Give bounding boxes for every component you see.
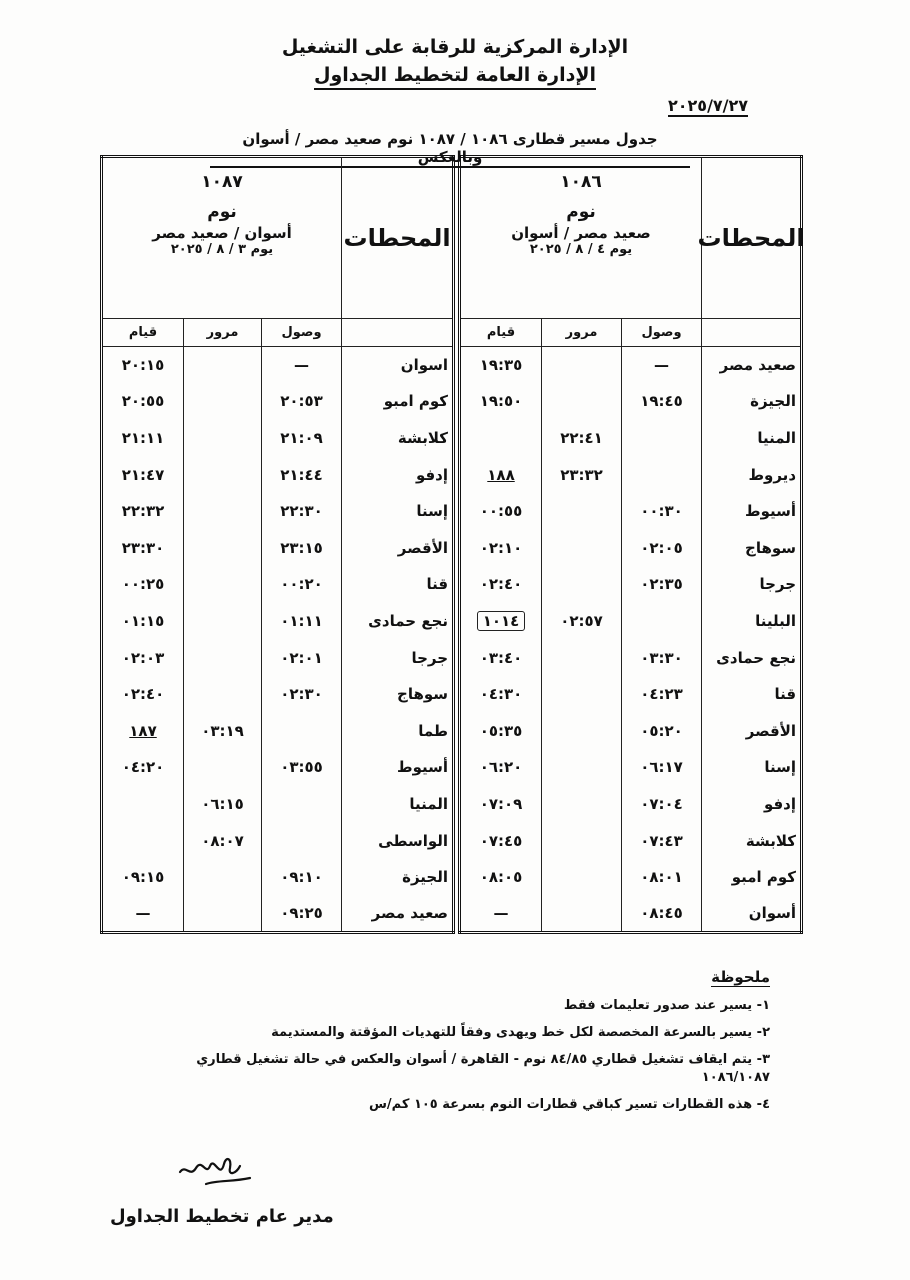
blank-cell [702, 319, 802, 347]
arrive-cell [622, 676, 702, 713]
depart-value: ٠٢:٤٠ [479, 575, 523, 594]
timetable-1087 [100, 155, 455, 934]
arrive-cell [262, 676, 342, 713]
timetable-body [460, 347, 802, 933]
table-row [460, 529, 802, 566]
table-row [460, 493, 802, 530]
depart-value: ٠٥:٣٥ [479, 721, 523, 740]
depart-value: ٠٨:٠٥ [479, 868, 523, 887]
station-cell [342, 566, 454, 603]
arrive-cell [622, 566, 702, 603]
station-value: جرجا [759, 575, 797, 594]
station-cell [342, 383, 454, 420]
pass-cell [542, 383, 622, 420]
arrive-cell [622, 493, 702, 530]
table-row [102, 822, 454, 859]
depart-cell [460, 566, 542, 603]
table-row [102, 639, 454, 676]
arrive-value: ٠٥:٢٠ [640, 721, 683, 740]
station-cell [342, 749, 454, 786]
table-row [102, 712, 454, 749]
station-cell [702, 493, 802, 530]
arrive-cell [622, 420, 702, 457]
station-cell [342, 859, 454, 896]
column-labels-row [102, 319, 454, 347]
station-cell [702, 822, 802, 859]
pass-cell [184, 456, 262, 493]
station-value: نجع حمادى [716, 648, 797, 667]
arrive-value: ٠٤:٢٣ [640, 685, 683, 704]
table-row [460, 566, 802, 603]
arrive-cell [622, 529, 702, 566]
depart-cell [460, 420, 542, 457]
station-cell [702, 603, 802, 640]
depart-cell [460, 676, 542, 713]
depart-value: ٠٦:٢٠ [479, 758, 523, 777]
station-value: المنيا [757, 428, 797, 447]
depart-value: ١٨٧ [129, 721, 157, 740]
station-value: إسنا [764, 758, 797, 777]
depart-cell [460, 749, 542, 786]
train-day: يوم ٣ / ٨ / ٢٠٢٥ [170, 242, 274, 257]
depart-value: ٠٢:٠٣ [121, 648, 165, 667]
table-row [102, 456, 454, 493]
station-cell [342, 456, 454, 493]
arrive-cell [622, 639, 702, 676]
note-item-4: ٤- هذه القطارات تسير كباقي قطارات النوم بسرعة ١٠٥ كم/س [368, 1097, 770, 1112]
depart-value: ١٠١٤ [477, 611, 526, 631]
pass-cell [542, 639, 622, 676]
depart-cell [102, 786, 184, 823]
station-cell [702, 639, 802, 676]
table-row [102, 786, 454, 823]
station-value: الجيزة [750, 392, 797, 411]
arrive-cell [622, 822, 702, 859]
arrive-value: ٠١:١١ [280, 611, 323, 630]
station-value: إسنا [416, 502, 449, 521]
station-cell [702, 712, 802, 749]
pass-cell [542, 603, 622, 640]
train-kind: نوم [207, 202, 237, 222]
station-cell [342, 676, 454, 713]
train-route: أسوان / صعيد مصر [152, 224, 292, 242]
depart-value: ٢١:١١ [121, 428, 165, 447]
pass-cell [184, 347, 262, 384]
table-row [102, 383, 454, 420]
blank-cell [342, 319, 454, 347]
column-labels-row [460, 319, 802, 347]
depart-cell [102, 712, 184, 749]
station-cell [702, 749, 802, 786]
arrive-cell [622, 712, 702, 749]
depart-cell [102, 566, 184, 603]
station-value: طما [418, 721, 449, 740]
arrive-cell [262, 566, 342, 603]
depart-cell [102, 347, 184, 384]
station-cell [702, 529, 802, 566]
arrive-value: ٠٧:٤٣ [640, 831, 683, 850]
arrive-value: ٠٢:٣٠ [280, 685, 323, 704]
depart-value: ٢١:٤٧ [121, 465, 165, 484]
station-cell [342, 493, 454, 530]
table-row [460, 895, 802, 932]
station-cell [342, 822, 454, 859]
pass-cell [542, 566, 622, 603]
document-date: ٢٠٢٥/٧/٢٧ [668, 96, 749, 115]
table-row [460, 822, 802, 859]
depart-value: ٠٠:٢٥ [121, 575, 165, 594]
depart-cell [102, 383, 184, 420]
table-row [460, 456, 802, 493]
depart-cell [102, 420, 184, 457]
depart-value: — [493, 903, 509, 922]
table-title: جدول مسير قطارى ١٠٨٦ / ١٠٨٧ نوم صعيد مصر / أسوان وبالعكس [210, 130, 690, 168]
arrive-label: وصول [262, 319, 342, 347]
depart-label: قيام [102, 319, 184, 347]
general-admin-text: الإدارة العامة لتخطيط الجداول [314, 64, 596, 90]
pass-cell [542, 786, 622, 823]
note-item-1: ١- يسير عند صدور تعليمات فقط [563, 998, 770, 1013]
station-value: صعيد مصر [371, 903, 449, 922]
table-row [102, 859, 454, 896]
station-value: سوهاج [397, 685, 449, 704]
depart-cell [102, 676, 184, 713]
table-row [102, 895, 454, 932]
depart-value: ٠٤:٢٠ [121, 758, 165, 777]
table-row [102, 676, 454, 713]
station-value: أسيوط [397, 758, 449, 777]
pass-cell [184, 639, 262, 676]
arrive-cell [262, 639, 342, 676]
pass-cell [542, 822, 622, 859]
table-row [102, 493, 454, 530]
depart-cell [460, 712, 542, 749]
station-value: الجيزة [402, 868, 449, 887]
depart-label: قيام [460, 319, 542, 347]
station-value: كلابشة [745, 831, 797, 850]
station-value: قنا [774, 685, 797, 704]
arrive-label: وصول [622, 319, 702, 347]
train-header-cell [102, 157, 342, 319]
depart-value: ٢٠:١٥ [121, 356, 165, 375]
table-row [460, 603, 802, 640]
pass-value: ٢٢:٤١ [560, 428, 603, 447]
timetable-header-row [460, 157, 802, 319]
station-value: إدفو [763, 794, 797, 813]
arrive-value: ٢١:٤٤ [280, 465, 323, 484]
depart-value: ٠٣:٤٠ [479, 648, 523, 667]
station-value: البلينا [755, 611, 797, 630]
pass-cell [184, 895, 262, 932]
table-row [460, 420, 802, 457]
table-row [460, 676, 802, 713]
arrive-value: ١٩:٤٥ [640, 392, 683, 411]
pass-label: مرور [542, 319, 622, 347]
arrive-cell [262, 456, 342, 493]
arrive-cell [262, 822, 342, 859]
depart-value: ٠٢:١٠ [479, 538, 523, 557]
depart-cell [460, 347, 542, 384]
arrive-value: ٠٩:٢٥ [280, 903, 323, 922]
depart-cell [460, 859, 542, 896]
arrive-cell [262, 603, 342, 640]
stations-header-cell [342, 157, 454, 319]
arrive-value: ٠٢:٠٥ [640, 538, 683, 557]
station-cell [342, 895, 454, 932]
arrive-value: ٠٠:٢٠ [280, 575, 323, 594]
table-row [102, 603, 454, 640]
handwritten-signature [176, 1150, 256, 1190]
station-cell [342, 712, 454, 749]
arrive-value: ٢٠:٥٣ [280, 392, 323, 411]
station-cell [702, 859, 802, 896]
table-row [460, 712, 802, 749]
pass-value: ٠٣:١٩ [201, 721, 244, 740]
station-value: سوهاج [745, 538, 797, 557]
depart-cell [102, 822, 184, 859]
train-day: يوم ٤ / ٨ / ٢٠٢٥ [529, 242, 633, 257]
arrive-cell [622, 347, 702, 384]
pass-cell [184, 603, 262, 640]
pass-cell [542, 420, 622, 457]
pass-cell [542, 895, 622, 932]
timetable-1086 [458, 155, 803, 934]
depart-value: ١٩:٣٥ [479, 356, 523, 375]
depart-value: ١٩:٥٠ [479, 392, 523, 411]
pass-cell [184, 529, 262, 566]
station-cell [342, 786, 454, 823]
arrive-value: ٠٨:٤٥ [640, 903, 683, 922]
pass-cell [542, 347, 622, 384]
table-row [102, 347, 454, 384]
general-admin-heading [0, 64, 910, 86]
stations-header-cell [697, 157, 805, 319]
pass-cell [184, 383, 262, 420]
arrive-cell [262, 895, 342, 932]
depart-cell [102, 493, 184, 530]
depart-value: ٠٤:٣٠ [479, 685, 523, 704]
arrive-cell [622, 895, 702, 932]
arrive-value: ٢٣:١٥ [280, 538, 323, 557]
station-value: أسوان [748, 903, 797, 922]
station-cell [702, 347, 802, 384]
depart-cell [460, 822, 542, 859]
table-row [460, 786, 802, 823]
arrive-value: ٠٨:٠١ [640, 868, 683, 887]
pass-cell [184, 712, 262, 749]
arrive-value: — [294, 356, 310, 375]
depart-cell [102, 639, 184, 676]
station-value: إدفو [415, 465, 449, 484]
station-cell [702, 895, 802, 932]
pass-cell [542, 493, 622, 530]
depart-cell [102, 859, 184, 896]
depart-value: ٢٣:٣٠ [121, 538, 165, 557]
depart-cell [460, 529, 542, 566]
pass-cell [542, 676, 622, 713]
pass-cell [184, 566, 262, 603]
depart-cell [460, 603, 542, 640]
arrive-value: ٠٣:٣٠ [640, 648, 683, 667]
pass-value: ٢٣:٣٢ [560, 465, 603, 484]
arrive-value: ٠٩:١٠ [280, 868, 323, 887]
note-item-2: ٢- يسير بالسرعة المخصصة لكل خط ويهدى وفقاً للتهديات المؤقتة والمستديمة [271, 1025, 770, 1040]
depart-value: ٠٢:٤٠ [121, 685, 165, 704]
pass-cell [184, 749, 262, 786]
arrive-value: ٢٢:٣٠ [280, 502, 323, 521]
table-row [460, 639, 802, 676]
timetable-header-row [102, 157, 454, 319]
arrive-cell [622, 456, 702, 493]
pass-cell [184, 493, 262, 530]
arrive-cell [262, 383, 342, 420]
station-cell [702, 676, 802, 713]
station-cell [342, 420, 454, 457]
station-cell [702, 420, 802, 457]
notes-title: ملحوظة [711, 968, 770, 986]
arrive-value: ٢١:٠٩ [280, 428, 323, 447]
depart-value: ١٨٨ [487, 465, 515, 484]
depart-value: ٢٢:٣٢ [121, 502, 165, 521]
note-item-3: ٣- يتم ايقاف تشغيل قطاري ٨٤/٨٥ نوم - القاهرة / أسوان والعكس في حالة تشغيل قطاري ١٠٨٦/١٠٨٧ [196, 1052, 770, 1085]
arrive-cell [622, 383, 702, 420]
pass-value: ٠٦:١٥ [201, 794, 244, 813]
station-value: كوم امبو [383, 392, 449, 411]
depart-cell [460, 456, 542, 493]
manager-title: مدير عام تخطيط الجداول [110, 1206, 334, 1227]
depart-value: — [135, 903, 151, 922]
station-value: الأقصر [397, 538, 449, 557]
arrive-value: ٠٧:٠٤ [640, 794, 683, 813]
table-row [460, 859, 802, 896]
station-value: قنا [426, 575, 449, 594]
table-row [102, 749, 454, 786]
station-cell [702, 786, 802, 823]
pass-cell [542, 712, 622, 749]
pass-cell [184, 786, 262, 823]
station-cell [342, 639, 454, 676]
table-row [460, 383, 802, 420]
station-cell [702, 456, 802, 493]
arrive-cell [622, 749, 702, 786]
depart-cell [102, 456, 184, 493]
table-row [102, 529, 454, 566]
pass-cell [542, 529, 622, 566]
depart-value: ٠٠:٥٥ [479, 502, 523, 521]
station-value: نجع حمادى [368, 611, 449, 630]
arrive-cell [622, 786, 702, 823]
station-cell [702, 566, 802, 603]
arrive-cell [622, 859, 702, 896]
arrive-cell [262, 529, 342, 566]
station-cell [342, 347, 454, 384]
arrive-cell [262, 859, 342, 896]
station-value: ديروط [748, 465, 797, 484]
arrive-value: ٠٢:٣٥ [640, 575, 683, 594]
station-value: اسوان [400, 356, 449, 375]
pass-cell [542, 456, 622, 493]
pass-cell [184, 676, 262, 713]
depart-cell [460, 786, 542, 823]
depart-cell [460, 639, 542, 676]
table-row [460, 749, 802, 786]
pass-cell [184, 859, 262, 896]
arrive-value: ٠٢:٠١ [280, 648, 323, 667]
notes-section [170, 968, 770, 1123]
table-row [460, 347, 802, 384]
arrive-cell [262, 749, 342, 786]
arrive-cell [262, 493, 342, 530]
depart-cell [460, 493, 542, 530]
depart-cell [460, 895, 542, 932]
depart-cell [102, 529, 184, 566]
depart-value: ٠١:١٥ [121, 611, 165, 630]
station-cell [342, 603, 454, 640]
train-kind: نوم [566, 202, 596, 222]
station-cell [342, 529, 454, 566]
train-header-cell [460, 157, 702, 319]
depart-value: ٠٧:٠٩ [479, 794, 523, 813]
station-cell [702, 383, 802, 420]
depart-cell [102, 603, 184, 640]
stations-header: المحطات [343, 224, 451, 252]
arrive-cell [622, 603, 702, 640]
train-route: صعيد مصر / أسوان [511, 224, 651, 242]
station-value: جرجا [411, 648, 449, 667]
arrive-value: ٠٣:٥٥ [280, 758, 323, 777]
train-number: ١٠٨٦ [560, 172, 602, 192]
arrive-cell [262, 420, 342, 457]
arrive-value: — [654, 356, 670, 375]
pass-cell [542, 749, 622, 786]
arrive-cell [262, 347, 342, 384]
train-number: ١٠٨٧ [201, 172, 243, 192]
depart-cell [460, 383, 542, 420]
table-row [102, 420, 454, 457]
station-value: الواسطى [378, 831, 449, 850]
depart-value: ٢٠:٥٥ [121, 392, 165, 411]
depart-cell [102, 749, 184, 786]
pass-value: ٠٢:٥٧ [560, 611, 603, 630]
table-row [102, 566, 454, 603]
depart-value: ٠٩:١٥ [121, 868, 165, 887]
arrive-value: ٠٠:٣٠ [640, 502, 683, 521]
timetable-body [102, 347, 454, 933]
depart-value: ٠٧:٤٥ [479, 831, 523, 850]
station-value: صعيد مصر [719, 356, 797, 375]
pass-cell [542, 859, 622, 896]
depart-cell [102, 895, 184, 932]
station-value: كلابشة [397, 428, 449, 447]
arrive-cell [262, 712, 342, 749]
station-value: كوم امبو [731, 868, 797, 887]
arrive-value: ٠٦:١٧ [640, 758, 683, 777]
central-admin-heading: الإدارة المركزية للرقابة على التشغيل [281, 36, 629, 58]
stations-header: المحطات [697, 224, 805, 252]
station-value: المنيا [409, 794, 449, 813]
arrive-cell [262, 786, 342, 823]
pass-cell [184, 420, 262, 457]
station-value: أسيوط [745, 502, 797, 521]
pass-cell [184, 822, 262, 859]
pass-value: ٠٨:٠٧ [201, 831, 244, 850]
station-value: الأقصر [745, 721, 797, 740]
pass-label: مرور [184, 319, 262, 347]
